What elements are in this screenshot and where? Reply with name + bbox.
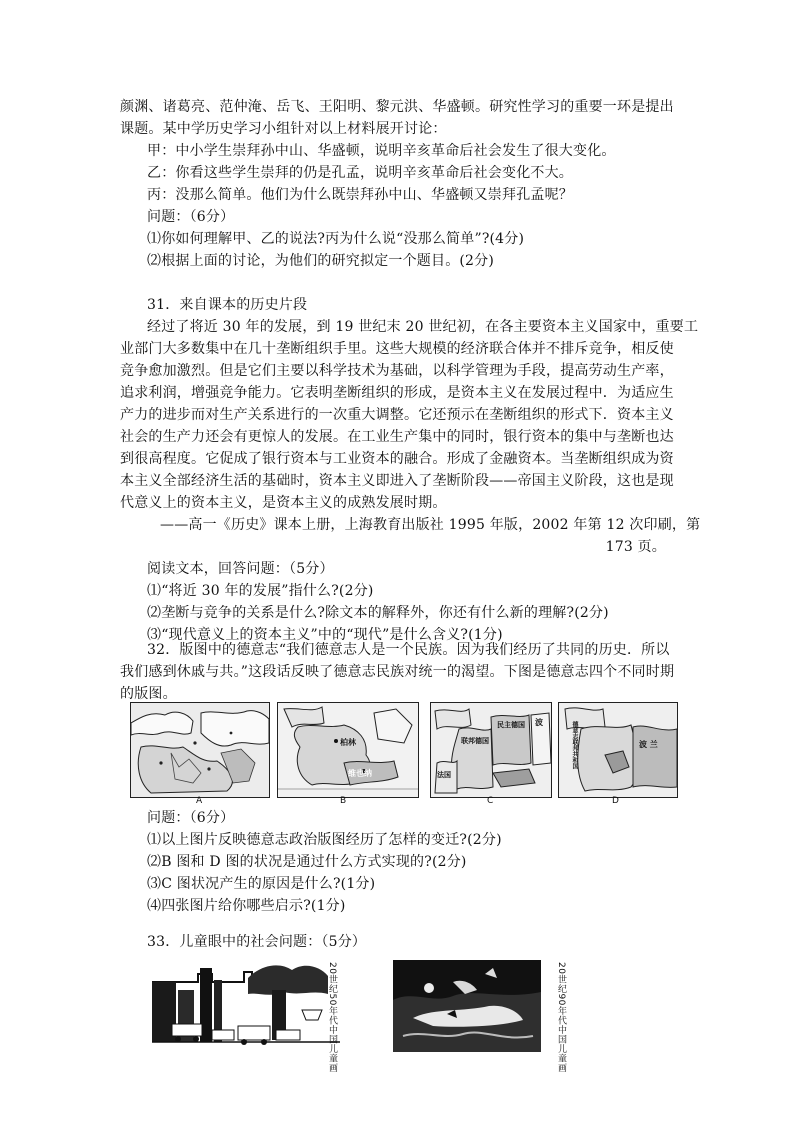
- question-heading: 问题：（6分）: [147, 209, 235, 225]
- map-c-pl-label: 波: [535, 718, 543, 727]
- map-b-figure: [278, 703, 418, 797]
- map-a: [130, 702, 270, 798]
- q31-paragraph-line: 追求利润，增强竞争能力。它表明垄断组织的形成，是资本主义在发展过程中．为适应生: [120, 385, 674, 401]
- q31-title: 31．来自课本的历史片段: [147, 297, 308, 313]
- q31-paragraph-line: 代意义上的资本主义，是资本主义的成熟发展时期。: [120, 495, 447, 511]
- map-d: [558, 702, 678, 798]
- q31-paragraph-line: 产力的进步而对生产关系进行的一次重大调整。它还预示在垄断组织的形式下．资本主义: [120, 407, 674, 423]
- q32-question-4: ⑷四张图片给你哪些启示?(1分): [147, 898, 346, 914]
- map-b-vienna-label: 维也纳: [348, 769, 372, 778]
- q31-paragraph-line: 业部门大多数集中在几十垄断组织手里。这些大规模的经济联合体并不排斥竞争，相反使: [120, 341, 674, 357]
- children-drawing-1950s: [152, 960, 340, 1052]
- q31-paragraph-line: 社会的生产力还会有更惊人的发展。在工业生产集中的同时，银行资本的集中与垄断也达: [120, 429, 674, 445]
- q31-paragraph-line: 竞争愈加激烈。但是它们主要以科学技术为基础，以科学管理为手段，提高劳动生产率，: [120, 363, 674, 379]
- q32-line-2: 我们感到休戚与共。”这段话反映了德意志民族对统一的渴望。下图是德意志四个不同时期: [120, 664, 675, 680]
- q32-question-2: ⑵B 图和 D 图的状况是通过什么方式实现的?(2分): [147, 854, 467, 870]
- dialogue-bing: 丙：没那么简单。他们为什么既崇拜孙中山、华盛顿又崇拜孔孟呢？: [147, 187, 573, 203]
- q31-question-1: ⑴“将近 30 年的发展”指什么?(2分): [147, 583, 374, 599]
- map-d-label: D: [612, 796, 619, 806]
- q31-source: ——高一《历史》课本上册，上海教育出版社 1995 年版，2002 年第 12 次印刷，第: [160, 517, 701, 533]
- q33-title: 33．儿童眼中的社会问题：（5分）: [147, 934, 367, 950]
- q31-paragraph-line: 到很高程度。它促成了银行资本与工业资本的融合。形成了金融资本。当垄断组织成为资: [120, 451, 674, 467]
- intro-line-2: 课题。某中学历史学习小组针对以上材料展开讨论：: [120, 121, 447, 137]
- q32-line-3: 的版图。: [120, 686, 177, 702]
- q32-question-heading: 问题：（6分）: [147, 810, 235, 826]
- drawing-1950s-caption: 20世纪50年代中国儿童画: [327, 962, 337, 1073]
- question-2: ⑵根据上面的讨论，为他们的研究拟定一个题目。(2分): [147, 253, 495, 269]
- q31-question-3: ⑶“现代意义上的资本主义”中的“现代”是什么含义?(1分): [147, 627, 503, 643]
- drawing-1990s-figure: [393, 960, 541, 1052]
- map-c-frg-label: 联邦德国: [461, 737, 489, 745]
- q31-question-2: ⑵垄断与竞争的关系是什么?除文本的解释外，你还有什么新的理解?(2分): [147, 605, 609, 621]
- q31-question-heading: 阅读文本，回答问题：（5分）: [147, 561, 334, 577]
- children-drawing-1990s: [393, 960, 541, 1052]
- map-c-figure: [431, 703, 551, 797]
- q31-source-page: 173 页。: [605, 539, 666, 555]
- map-c: [430, 702, 552, 798]
- map-d-pl-label: 波 兰: [639, 740, 658, 749]
- map-b-label: B: [340, 796, 347, 806]
- dialogue-jia: 甲：中小学生崇拜孙中山、华盛顿，说明辛亥革命后社会发生了很大变化。: [147, 143, 616, 159]
- dialogue-yi: 乙：你看这些学生崇拜的仍是孔孟，说明辛亥革命后社会变化不大。: [147, 165, 573, 181]
- q32-question-1: ⑴以上图片反映德意志政治版图经历了怎样的变迁?(2分): [147, 832, 502, 848]
- q31-paragraph-line: 经过了将近 30 年的发展，到 19 世纪末 20 世纪初，在各主要资本主义国家中，重要工: [147, 319, 699, 335]
- drawing-1950s-figure: [152, 960, 340, 1052]
- map-a-figure: [131, 703, 269, 797]
- map-b: [277, 702, 419, 798]
- map-c-fr-label: 法国: [437, 771, 451, 779]
- q32-line-1: 32．版图中的德意志“我们德意志人是一个民族。因为我们经历了共同的历史．所以: [147, 642, 670, 658]
- q32-question-3: ⑶C 图状况产生的原因是什么?(1分): [147, 876, 376, 892]
- map-d-frg-label: 德意志联邦共和国: [571, 721, 578, 769]
- map-c-label: C: [487, 796, 494, 806]
- drawing-1990s-caption: 20世纪90年代中国儿童画: [556, 962, 566, 1073]
- q31-paragraph-line: 本主义全部经济生活的基础时，资本主义即进入了垄断阶段——帝国主义阶段，这也是现: [120, 473, 674, 489]
- question-1: ⑴你如何理解甲、乙的说法?丙为什么说“没那么简单”?(4分): [147, 231, 525, 247]
- map-b-berlin-label: 柏林: [340, 738, 356, 747]
- map-c-ddr-label: 民主德国: [497, 721, 525, 729]
- map-a-label: A: [196, 796, 203, 806]
- intro-line-1: 颜渊、诸葛亮、范仲淹、岳飞、王阳明、黎元洪、华盛顿。研究性学习的重要一环是提出: [120, 99, 674, 115]
